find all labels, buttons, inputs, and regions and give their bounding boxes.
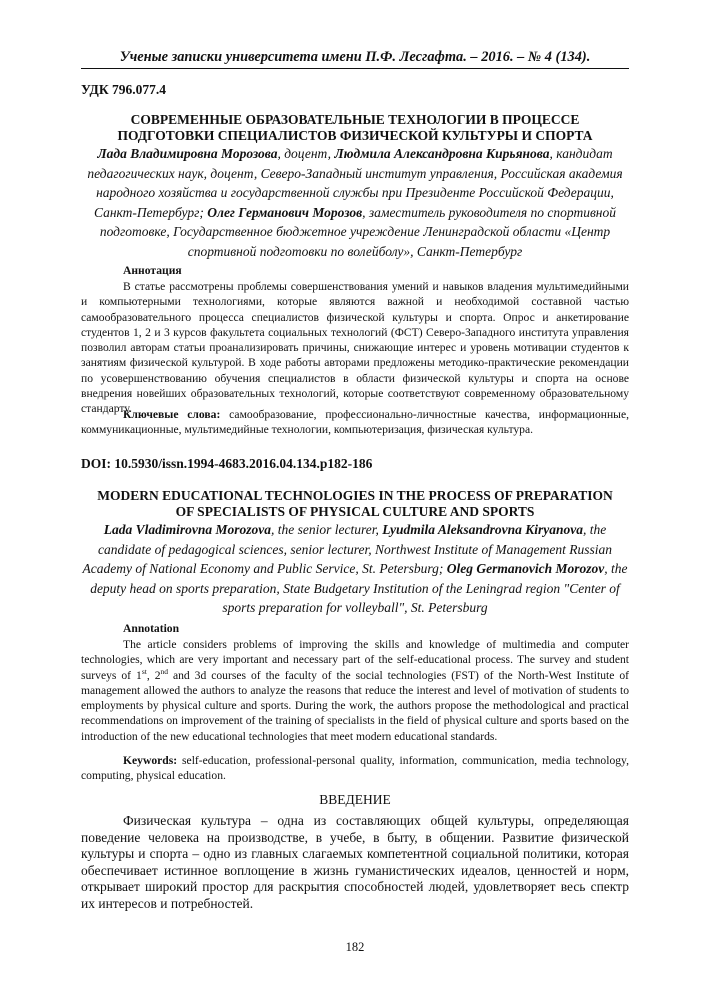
page-number: 182	[345, 940, 365, 954]
header-divider	[81, 68, 629, 69]
ru-keywords-label: Ключевые слова:	[123, 408, 221, 421]
ru-author-affiliation: , заместитель руководителя по спортивной подготовке, Государственное бюджетное учреждение Ленинградской области «Центр спортивной подготовки по волейболу», Санкт-Петербург	[99, 204, 617, 259]
en-title-line: MODERN EDUCATIONAL TECHNOLOGIES IN THE PROCESS OF PREPARATION	[97, 488, 613, 503]
superscript: nd	[160, 666, 168, 676]
running-header: Ученые записки университета имени П.Ф. Лесгафта. – 2016. – № 4 (134).	[119, 49, 591, 65]
en-keywords-text: self-education, professional-personal quality, information, communication, media technology, computing, physical education.	[81, 754, 629, 783]
en-abstract-heading: Annotation	[123, 622, 180, 635]
en-author-affiliation: , the candidate of pedagogical sciences, senior lecturer, Northwest Institute of Management Russian Academy of National Economy and Public Service, St. Petersburg;	[82, 522, 612, 576]
ru-title	[81, 112, 629, 144]
en-abstract-part: , 2	[146, 668, 161, 682]
ru-title-line: ПОДГОТОВКИ СПЕЦИАЛИСТОВ ФИЗИЧЕСКОЙ КУЛЬТУРЫ И СПОРТА	[117, 128, 593, 143]
udk-code: УДК 796.077.4	[81, 82, 166, 97]
en-title-line: OF SPECIALISTS OF PHYSICAL CULTURE AND SPORTS	[175, 504, 535, 519]
ru-authors	[81, 144, 629, 261]
en-authors	[81, 520, 629, 618]
ru-keywords	[81, 407, 629, 438]
en-author-affiliation: , the deputy head on sports preparation, State Budgetary Institution of the Leningrad region "Center of sports preparation for volleyball", St. Petersburg	[90, 561, 628, 615]
en-abstract-text	[81, 637, 629, 744]
en-author-affiliation: , the senior lecturer,	[271, 522, 383, 537]
en-abstract-part: The article considers problems of improving the skills and knowledge of multimedia and computer technologies, which are very important and necessary part of the self-educational process. The survey and student surveys of 1	[81, 638, 629, 682]
en-title	[81, 488, 629, 520]
ru-abstract-text: В статье рассмотрены проблемы совершенствования умений и навыков владения мультимедийными и компьютерными технологиями, которые являются важной и необходимой составной частью самообразовательного процесса специалистов физической культуры и спорта. Опрос и анкетирование студентов 1, 2 и 3 курсов факультета социальных технологий (ФСТ) Северо-Западного института управления позволил авторам статьи проанализировать причины, снижающие интерес и уровень мотивации студентов к занятиям физической культурой. В ходе работы авторами предложены методико-практические рекомендации по усовершенствованию обучения специалистов в области физической культуры и спорта на основе внедрения новейших образовательных технологий, которые соответствуют современному образовательному стандарту.	[81, 280, 629, 416]
en-author-name: Lyudmila Aleksandrovna Kiryanova	[382, 522, 583, 537]
superscript: st	[141, 666, 147, 676]
ru-title-line: СОВРЕМЕННЫЕ ОБРАЗОВАТЕЛЬНЫЕ ТЕХНОЛОГИИ В ПРОЦЕССЕ	[130, 112, 580, 127]
intro-heading: ВВЕДЕНИЕ	[319, 792, 391, 807]
ru-author-affiliation: , кандидат педагогических наук, доцент, Северо-Западный институт управления, Российская академия народного хозяйства и государственной службы при Президенте Российской Федерации, Санкт-Петербург;	[87, 146, 623, 220]
ru-keywords-text: самообразование, профессионально-личностные качества, информационные, коммуникационные, мультимедийные технологии, компьютеризация, физическая культура.	[81, 408, 629, 437]
ru-author-name: Олег Германович Морозов	[207, 204, 363, 220]
ru-author-name: Лада Владимировна Морозова	[97, 146, 278, 161]
en-author-name: Oleg Germanovich Morozov	[446, 561, 605, 576]
intro-paragraph: Физическая культура – одна из составляющих общей культуры, определяющая поведение человека на производстве, в учебе, в быту, в общении. Развитие физической культуры и спорта – одно из главных слагаемых компетентной социальной политики, которая обеспечивает истинное воплощение в жизнь гуманистических идеалов, ценностей и норм, открывает широкий простор для раскрытия способностей людей, удовлетворяет весь спектр их интересов и потребностей.	[81, 813, 629, 911]
ru-author-affiliation: , доцент,	[277, 146, 335, 161]
en-author-name: Lada Vladimirovna Morozova	[103, 522, 271, 537]
doi: DOI: 10.5930/issn.1994-4683.2016.04.134.p182-186	[81, 456, 373, 471]
ru-abstract-heading: Аннотация	[123, 264, 182, 277]
en-abstract-part: and 3d courses of the faculty of the social technologies (FST) of the North-West Institute of management allowed the authors to analyze the reasons that reduce the interest and level of motivation of students to employments by physical culture and sports. During the work, the authors propose the methodological and practical recommendations on improvement of the training of specialists in the field of physical culture and sports based on the introduction of the new educational technologies that meet modern educational standards.	[81, 668, 629, 743]
en-keywords-label: Keywords:	[123, 754, 178, 767]
ru-author-name: Людмила Александровна Кирьянова	[334, 146, 550, 161]
en-keywords	[81, 753, 629, 784]
